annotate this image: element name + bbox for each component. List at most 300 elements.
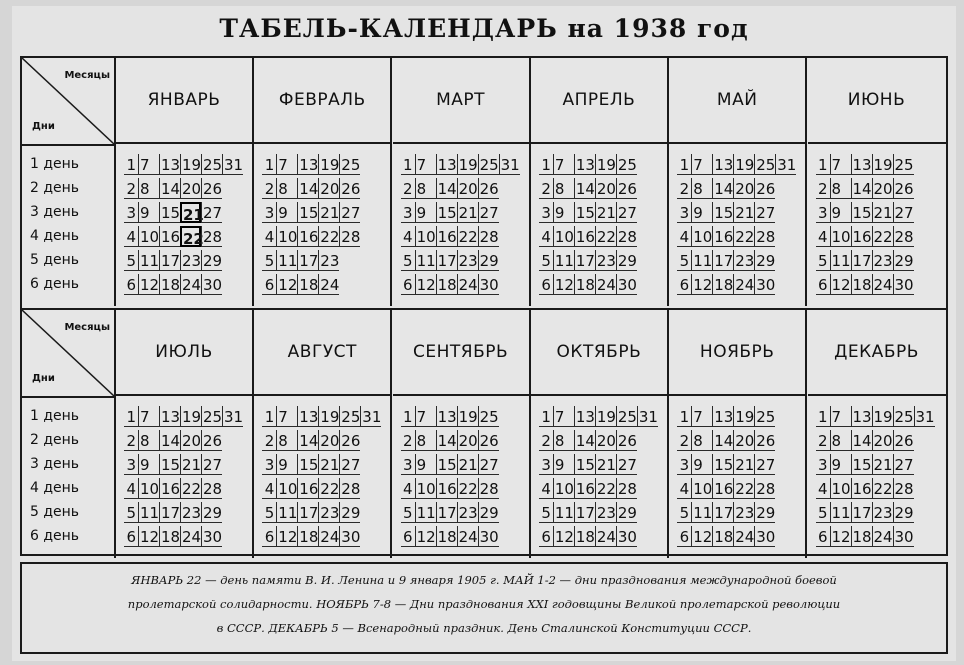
day-cell: 31 [777,156,797,174]
day-cell: 24 [458,276,478,294]
day-cell: 21 [458,204,478,222]
day-cell: 16 [161,480,181,498]
day-cell: 10 [416,228,436,246]
day-cell: 26 [756,180,776,198]
day-cell: 21 [596,456,616,474]
month-name: АВГУСТ [254,310,390,396]
day-cell: 1 [124,406,138,427]
day-cell: 27 [617,204,637,222]
day-cell: 15 [437,456,457,474]
day-cell: 14 [575,180,595,198]
day-cell: 27 [756,204,776,222]
day-cell: 24 [735,528,755,546]
day-cell: 2 [539,178,553,199]
day-cell: 31 [638,408,658,426]
day-cell: 18 [437,528,457,546]
day-cell: 24 [320,276,340,294]
day-cell: 20 [735,432,755,450]
day-cell: 10 [693,480,713,498]
day-cell: 8 [553,430,574,451]
calendar-grid [20,56,948,556]
day-cell: 27 [894,456,914,474]
day-cell: 20 [735,180,755,198]
day-cell: 1 [262,154,276,175]
day-cell: 23 [596,504,616,522]
day-cell: 9 [415,202,436,223]
day-cell: 18 [575,276,595,294]
day-cell: 26 [341,432,361,450]
day-cell: 30 [479,276,499,294]
day-cell: 21 [735,204,755,222]
day-cell: 22 [320,228,340,246]
day-cell: 2 [262,430,276,451]
page-title: ТАБЕЛЬ-КАЛЕНДАРЬ на 1938 год [219,14,749,43]
day-cell: 6 [124,274,138,295]
day-cell: 28 [756,228,776,246]
day-cell: 7 [553,406,574,427]
day-cell: 29 [756,504,776,522]
day-cell: 11 [693,252,713,270]
day-cell: 17 [299,504,319,522]
day-cell: 2 [401,178,415,199]
day-cell: 16 [852,480,872,498]
day-cell: 12 [693,276,713,294]
day-cell: 18 [161,528,181,546]
day-cell: 14 [437,180,457,198]
month-0 [116,58,254,306]
month-name: ИЮЛЬ [116,310,252,396]
day-cell: 14 [299,180,319,198]
holiday-note-line-1: ЯНВАРЬ 22 — день памяти В. И. Ленина и 9 января 1905 г. МАЙ 1-2 — дни празднования международной боевой [131,573,837,587]
day-cell: 26 [479,180,499,198]
day-cell: 25 [479,156,499,174]
day-cell: 6 [816,526,830,547]
day-cell: 9 [138,454,159,475]
day-cell: 1 [124,154,138,175]
day-cell: 8 [415,430,436,451]
day-cell: 2 [124,178,138,199]
day-cell: 1 [677,154,691,175]
day-cell: 20 [320,432,340,450]
day-label: 5 день [30,252,80,268]
day-cell: 26 [203,432,223,450]
day-cell: 6 [262,274,276,295]
day-cell: 25 [203,408,223,426]
day-label: 2 день [30,180,80,196]
day-cell: 15 [575,456,595,474]
day-cell: 4 [262,226,276,247]
day-cell: 21 [596,204,616,222]
day-cell: 27 [203,456,223,474]
day-label: 4 день [30,228,80,244]
day-cell: 21 [735,456,755,474]
day-cell: 4 [816,226,830,247]
day-cell: 21 [873,456,893,474]
day-cell: 11 [831,252,851,270]
day-cell: 29 [479,252,499,270]
day-cell: 19 [873,156,893,174]
day-cell: 21 [320,456,340,474]
day-cell: 16 [299,480,319,498]
day-cell: 24 [735,276,755,294]
day-cell: 7 [691,406,712,427]
day-cell: 8 [830,430,851,451]
day-cell: 23 [458,252,478,270]
day-label: 5 день [30,504,80,520]
day-cell: 25 [341,408,361,426]
day-cell: 28 [617,228,637,246]
day-cell: 1 [401,154,415,175]
day-cell: 8 [276,430,297,451]
day-label: 3 день [30,456,80,472]
day-cell: 15 [714,204,734,222]
day-cell: 22 [735,228,755,246]
month-4 [669,310,807,558]
day-label: 6 день [30,528,80,544]
day-cell: 5 [401,250,415,271]
day-cell: 7 [830,154,851,175]
day-cell: 13 [575,156,595,174]
day-cell: 4 [401,478,415,499]
day-cell: 19 [320,408,340,426]
day-cell: 2 [677,178,691,199]
day-cell: 17 [161,252,181,270]
day-cell: 29 [203,252,223,270]
day-cell: 10 [693,228,713,246]
day-cell: 9 [276,454,297,475]
day-cell: 3 [124,202,138,223]
day-cell: 20 [182,432,202,450]
day-cell: 14 [852,432,872,450]
day-cell: 23 [320,504,340,522]
day-cell: 10 [278,228,298,246]
day-cell: 5 [677,250,691,271]
day-cell: 9 [691,202,712,223]
day-cell: 8 [138,430,159,451]
day-cell: 26 [341,180,361,198]
day-cell: 24 [596,276,616,294]
day-cell: 28 [203,480,223,498]
day-cell: 17 [575,504,595,522]
day-cell: 26 [203,180,223,198]
day-cell: 11 [416,504,436,522]
month-0 [116,310,254,558]
day-cell: 12 [831,276,851,294]
day-cell: 14 [161,432,181,450]
day-cell: 30 [894,276,914,294]
day-cell: 3 [401,202,415,223]
day-labels-top [22,146,116,306]
month-name: АПРЕЛЬ [531,58,667,144]
day-cell: 4 [539,226,553,247]
holiday-notes [20,562,948,654]
day-cell: 28 [341,480,361,498]
day-cell: 14 [161,180,181,198]
day-cell: 3 [816,202,830,223]
day-cell: 28 [203,228,223,246]
month-4 [669,58,807,306]
day-cell: 30 [617,528,637,546]
day-cell: 6 [262,526,276,547]
day-cell: 7 [553,154,574,175]
day-cell: 21 [873,204,893,222]
day-cell: 27 [756,456,776,474]
day-label: 3 день [30,204,80,220]
day-cell: 11 [831,504,851,522]
day-cell: 13 [299,408,319,426]
day-cell: 1 [539,406,553,427]
day-cell: 11 [140,504,160,522]
day-cell: 3 [539,202,553,223]
day-cell: 7 [276,154,297,175]
day-cell: 6 [539,526,553,547]
day-cell: 4 [677,226,691,247]
month-1 [254,310,392,558]
day-cell: 23 [735,252,755,270]
day-cell: 17 [714,252,734,270]
day-cell: 25 [894,408,914,426]
day-cell: 17 [714,504,734,522]
day-label: 1 день [30,408,80,424]
month-name: МАЙ [669,58,805,144]
day-cell: 12 [416,276,436,294]
day-cell: 8 [691,430,712,451]
day-cell: 6 [401,274,415,295]
day-cell: 1 [401,406,415,427]
day-cell: 2 [124,430,138,451]
day-cell: 31 [362,408,382,426]
day-cell: 19 [735,408,755,426]
month-name: ДЕКАБРЬ [808,310,946,396]
day-cell: 21 [458,456,478,474]
day-cell: 12 [416,528,436,546]
day-cell: 23 [458,504,478,522]
day-cell: 1 [816,406,830,427]
day-cell: 14 [714,180,734,198]
day-cell: 28 [617,480,637,498]
day-cell: 12 [140,276,160,294]
day-label: 2 день [30,432,80,448]
day-cell: 8 [138,178,159,199]
day-cell: 6 [677,274,691,295]
day-cell: 6 [539,274,553,295]
day-cell: 10 [554,228,574,246]
day-cell: 16 [161,228,181,246]
day-cell: 22 [458,228,478,246]
day-cell: 25 [617,408,637,426]
day-cell: 15 [852,204,872,222]
day-cell: 25 [341,156,361,174]
day-cell: 24 [873,276,893,294]
month-2 [393,58,531,306]
month-1 [254,58,392,306]
day-cell: 17 [575,252,595,270]
day-cell: 5 [262,250,276,271]
day-cell: 30 [756,528,776,546]
day-cell: 29 [617,504,637,522]
day-cell: 24 [596,528,616,546]
day-cell: 10 [278,480,298,498]
corner-months-label: Месяцы [64,70,110,81]
day-cell: 18 [299,276,319,294]
day-cell: 22 [873,480,893,498]
day-cell: 16 [575,480,595,498]
day-cell: 7 [276,406,297,427]
day-cell: 9 [415,454,436,475]
day-cell: 3 [262,454,276,475]
day-cell: 31 [224,408,244,426]
day-cell: 7 [138,406,159,427]
day-cell: 18 [299,528,319,546]
corner-days-label: Дни [32,121,55,132]
day-cell: 13 [161,408,181,426]
day-cell: 13 [437,156,457,174]
day-cell: 30 [617,276,637,294]
day-cell: 3 [401,454,415,475]
day-cell: 10 [416,480,436,498]
day-cell: 28 [479,228,499,246]
day-label: 1 день [30,156,80,172]
month-name: ЯНВАРЬ [116,58,252,144]
day-cell: 18 [714,528,734,546]
day-cell: 9 [830,202,851,223]
day-cell: 5 [539,250,553,271]
day-cell: 11 [693,504,713,522]
day-cell: 7 [138,154,159,175]
day-cell: 12 [140,528,160,546]
day-cell: 17 [437,504,457,522]
day-cell: 10 [831,480,851,498]
day-cell: 17 [161,504,181,522]
calendar-half-bottom [22,308,946,558]
day-cell: 10 [554,480,574,498]
day-cell: 23 [182,252,202,270]
day-cell: 24 [182,276,202,294]
day-cell: 19 [182,408,202,426]
day-cell: 19 [735,156,755,174]
day-cell: 29 [203,504,223,522]
month-3 [531,310,669,558]
day-cell: 15 [714,456,734,474]
day-cell: 22 [873,228,893,246]
day-cell: 9 [830,454,851,475]
day-cell: 7 [830,406,851,427]
day-cell: 20 [873,180,893,198]
day-cell: 8 [691,178,712,199]
day-cell: 2 [677,430,691,451]
day-cell: 3 [539,454,553,475]
day-cell: 19 [320,156,340,174]
day-cell: 4 [124,478,138,499]
day-cell: 27 [479,204,499,222]
day-cell: 20 [182,180,202,198]
day-cell: 5 [816,502,830,523]
day-cell: 13 [299,156,319,174]
day-label: 4 день [30,480,80,496]
day-cell: 29 [756,252,776,270]
day-cell: 2 [539,430,553,451]
day-cell: 11 [278,504,298,522]
day-cell: 17 [299,252,319,270]
day-cell: 15 [437,204,457,222]
day-cell: 13 [437,408,457,426]
day-cell: 11 [140,252,160,270]
holiday-note-line-2: пролетарской солидарности. НОЯБРЬ 7-8 — Дни празднования XXI годовщины Великой пролетарской революции [127,597,841,611]
day-cell: 27 [203,204,223,222]
day-cell: 5 [816,250,830,271]
day-cell: 26 [479,432,499,450]
day-cell: 23 [735,504,755,522]
day-cell: 5 [124,250,138,271]
day-cell: 4 [124,226,138,247]
day-cell: 25 [617,156,637,174]
day-cell: 8 [415,178,436,199]
day-cell: 7 [691,154,712,175]
day-cell: 16 [714,480,734,498]
day-cell: 4 [539,478,553,499]
month-5 [808,58,946,306]
day-cell: 6 [816,274,830,295]
day-cell: 19 [458,156,478,174]
day-cell: 1 [262,406,276,427]
day-cell: 11 [554,504,574,522]
day-cell: 19 [596,408,616,426]
day-cell: 8 [553,178,574,199]
day-cell: 2 [816,178,830,199]
month-name: НОЯБРЬ [669,310,805,396]
day-cell: 22 [182,480,202,498]
day-cell: 20 [596,180,616,198]
month-5 [808,310,946,558]
day-cell: 12 [278,528,298,546]
day-cell: 4 [262,478,276,499]
day-cell: 18 [714,276,734,294]
day-cell: 3 [677,454,691,475]
day-cell: 28 [894,228,914,246]
day-cell: 28 [341,228,361,246]
day-cell: 22 [735,480,755,498]
day-cell: 21 [320,204,340,222]
day-cell: 6 [401,526,415,547]
day-cell: 20 [873,432,893,450]
day-cell: 19 [182,156,202,174]
day-cell: 24 [458,528,478,546]
month-name: МАРТ [393,58,529,144]
day-cell: 13 [852,408,872,426]
day-cell: 31 [915,408,935,426]
day-cell: 11 [416,252,436,270]
day-cell: 3 [677,202,691,223]
day-cell: 13 [714,408,734,426]
day-cell: 2 [401,430,415,451]
day-cell: 24 [320,528,340,546]
day-cell: 31 [500,156,520,174]
day-cell: 13 [852,156,872,174]
day-cell: 15 [161,456,181,474]
day-cell: 21 [182,456,202,474]
day-cell: 26 [756,432,776,450]
day-cell: 19 [596,156,616,174]
day-cell: 26 [617,180,637,198]
day-cell: 26 [617,432,637,450]
day-cell: 4 [677,478,691,499]
day-cell: 12 [278,276,298,294]
day-cell: 14 [299,432,319,450]
corner-months-label: Месяцы [64,322,110,333]
day-cell: 30 [479,528,499,546]
day-cell: 15 [161,204,181,222]
day-cell: 29 [894,504,914,522]
